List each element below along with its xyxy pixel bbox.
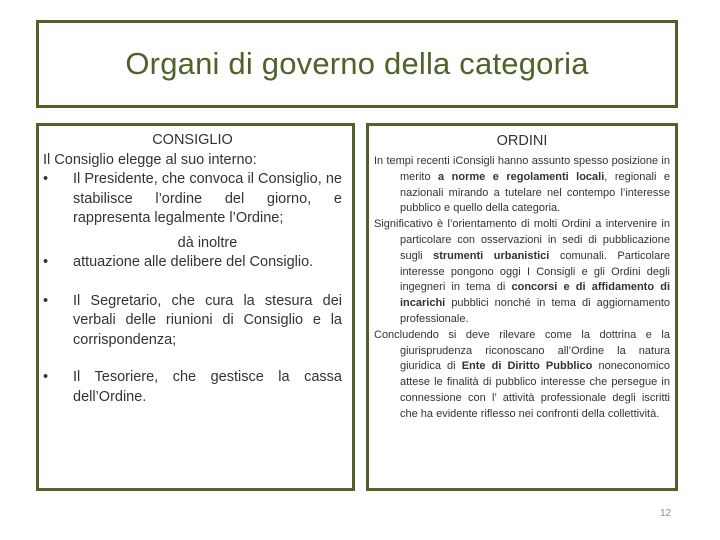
ordini-paragraph-3 bbox=[374, 328, 670, 423]
p3-text-c: noneconomico attese le finalità di pubblico interesse che persegue in connessione con l’ attività professionale degli iscritti che ha evidente riflesso nei confronti della collettività. bbox=[400, 360, 671, 420]
da-inoltre: dà inoltre bbox=[177, 234, 238, 251]
p1-highlight: a norme e regolamenti locali bbox=[438, 170, 605, 183]
bullet-presidente bbox=[43, 170, 342, 229]
consiglio-lead: Il Consiglio elegge al suo interno: bbox=[43, 151, 257, 168]
p3-highlight: Ente di Diritto Pubblico bbox=[461, 360, 593, 373]
ordini-heading: ORDINI bbox=[496, 133, 548, 149]
ordini-paragraph-2 bbox=[374, 217, 670, 328]
bullet-segretario bbox=[43, 292, 342, 351]
p2-highlight-2: concorsi e di affidamento di incarichi bbox=[400, 281, 671, 310]
p1-text-a: In tempi recenti iConsigli hanno assunto spesso posizione in merito bbox=[374, 155, 670, 183]
p2-text-c: comunali. Particolare interesse pongono oggi I Consigli e gli Ordini degli ingegneri in tema di bbox=[400, 249, 670, 294]
segretario-role: Segretario bbox=[90, 292, 158, 309]
p3-text-a: Concludendo si deve rilevare come la dottrina e la giurisprudenza riconoscano all’Ordine la natura giuridica di bbox=[374, 328, 670, 373]
page-number: 12 bbox=[660, 508, 672, 519]
presidente-role: Presidente bbox=[84, 171, 154, 187]
consiglio-heading: CONSIGLIO bbox=[152, 132, 233, 148]
consiglio-panel bbox=[36, 123, 355, 491]
ordini-panel bbox=[366, 123, 678, 491]
segretario-pre: Il bbox=[73, 292, 91, 309]
consiglio-content bbox=[43, 131, 342, 407]
bullet-attuazione bbox=[43, 253, 342, 273]
segretario-text: , che cura la stesura dei verbali delle riunioni di Consiglio e la corrispondenza; bbox=[73, 292, 342, 348]
ordini-paragraph-1 bbox=[374, 154, 670, 217]
p1-text-c: , regionali e nazionali mirando a tutelare nel contempo l’interesse pubblico e quello della categoria. bbox=[400, 170, 670, 215]
tesoriere-role: Tesoriere bbox=[94, 369, 155, 385]
presidente-text: , che convoca il Consiglio, ne stabilisce l’ordine del giorno, e rappresenta legalmente l’Ordine; bbox=[73, 171, 342, 226]
p2-highlight-1: strumenti urbanistici bbox=[433, 249, 550, 262]
bullet-tesoriere bbox=[43, 368, 342, 407]
title-box bbox=[36, 20, 678, 108]
tesoriere-pre: Il bbox=[73, 369, 95, 385]
presidente-pre: Il bbox=[73, 171, 85, 187]
ordini-content bbox=[374, 131, 670, 423]
tesoriere-text: , che gestisce la cassa dell’Ordine. bbox=[73, 369, 342, 405]
slide-title: Organi di governo della categoria bbox=[125, 46, 589, 81]
p2-text-e: pubblici nonché in tema di aggiornamento professionale. bbox=[400, 297, 670, 325]
p2-text-a: Significativo è l’orientamento di molti Ordini a intervenire in particolare con osservazioni in sedi di pubblicazione sugli bbox=[374, 218, 670, 262]
attuazione-text: attuazione alle delibere del Consiglio. bbox=[73, 254, 314, 270]
